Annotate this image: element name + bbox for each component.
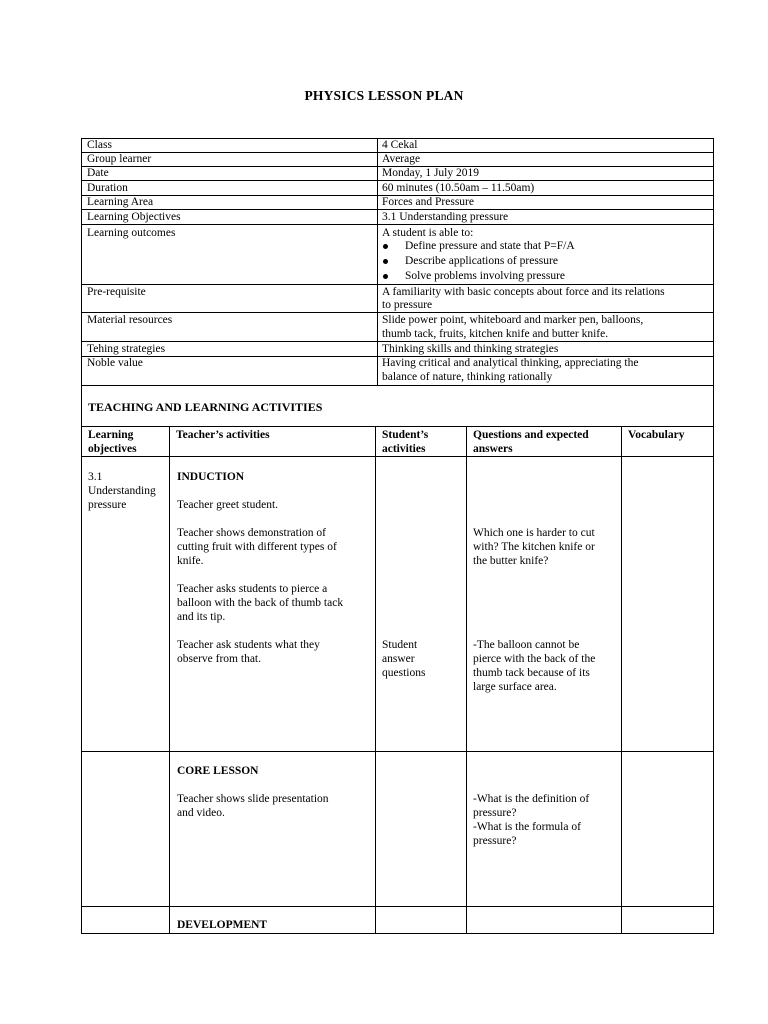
teacher-activity: knife. bbox=[177, 555, 204, 567]
row-objective: Understanding bbox=[88, 485, 156, 497]
date-label: Date bbox=[87, 167, 109, 179]
learning-area-label: Learning Area bbox=[87, 196, 154, 208]
teaching-strategies-value: Thinking skills and thinking strategies bbox=[382, 343, 559, 355]
bullet-icon bbox=[383, 244, 388, 249]
header-questions-answers: Questions and expected bbox=[473, 429, 589, 441]
header-teacher-activities: Teacher’s activities bbox=[176, 429, 270, 441]
header-vocabulary: Vocabulary bbox=[628, 429, 685, 441]
student-activity: questions bbox=[382, 667, 426, 679]
header-learning-objectives: objectives bbox=[88, 443, 137, 455]
teacher-activity: and video. bbox=[177, 807, 225, 819]
question-text: with? The kitchen knife or bbox=[473, 541, 595, 553]
bullet-icon bbox=[383, 274, 388, 279]
duration-value: 60 minutes (10.50am – 11.50am) bbox=[382, 182, 535, 194]
prerequisite-line: to pressure bbox=[382, 299, 433, 311]
question-text: pressure? bbox=[473, 835, 517, 847]
row-objective: 3.1 bbox=[88, 471, 103, 483]
answer-text: large surface area. bbox=[473, 681, 557, 693]
page-title: PHYSICS LESSON PLAN bbox=[304, 88, 464, 103]
material-resources-label: Material resources bbox=[87, 314, 173, 326]
group-value: Average bbox=[382, 153, 421, 165]
learning-objectives-value: 3.1 Understanding pressure bbox=[382, 211, 509, 223]
question-text: pressure? bbox=[473, 807, 517, 819]
outcome-item: Describe applications of pressure bbox=[405, 255, 558, 267]
outcome-item: Define pressure and state that P=F/A bbox=[405, 240, 575, 252]
header-student-activities: Student’s bbox=[382, 429, 429, 441]
development-heading: DEVELOPMENT bbox=[177, 919, 268, 931]
noble-value-label: Noble value bbox=[87, 357, 143, 369]
teacher-activity: balloon with the back of thumb tack bbox=[177, 597, 344, 609]
prerequisite-label: Pre-requisite bbox=[87, 286, 146, 298]
teacher-activity: observe from that. bbox=[177, 653, 261, 665]
duration-label: Duration bbox=[87, 182, 128, 194]
teaching-strategies-label: Tehing strategies bbox=[87, 343, 166, 355]
teacher-activity: Teacher ask students what they bbox=[177, 639, 320, 651]
bullet-icon bbox=[383, 259, 388, 264]
answer-text: -The balloon cannot be bbox=[473, 639, 580, 651]
teacher-activity: Teacher asks students to pierce a bbox=[177, 583, 328, 595]
header-questions-answers: answers bbox=[473, 443, 513, 455]
learning-outcomes-label: Learning outcomes bbox=[87, 227, 176, 239]
learning-area-value: Forces and Pressure bbox=[382, 196, 474, 208]
noble-value-line: balance of nature, thinking rationally bbox=[382, 371, 553, 383]
core-lesson-heading: CORE LESSON bbox=[177, 765, 259, 777]
teacher-activity: Teacher greet student. bbox=[177, 499, 279, 511]
row-objective: pressure bbox=[88, 499, 127, 511]
student-activity: answer bbox=[382, 653, 415, 665]
answer-text: thumb tack because of its bbox=[473, 667, 590, 679]
noble-value-line: Having critical and analytical thinking, appreciating the bbox=[382, 357, 639, 369]
outcome-item: Solve problems involving pressure bbox=[405, 270, 566, 282]
header-student-activities: activities bbox=[382, 443, 426, 455]
learning-outcomes-intro: A student is able to: bbox=[382, 227, 474, 239]
question-text: -What is the definition of bbox=[473, 793, 590, 805]
induction-heading: INDUCTION bbox=[177, 471, 245, 483]
header-learning-objectives: Learning bbox=[88, 429, 134, 441]
section-title: TEACHING AND LEARNING ACTIVITIES bbox=[88, 400, 323, 414]
question-text: Which one is harder to cut bbox=[473, 527, 595, 539]
question-text: the butter knife? bbox=[473, 555, 549, 567]
class-label: Class bbox=[87, 139, 112, 151]
group-label: Group learner bbox=[87, 153, 152, 165]
student-activity: Student bbox=[382, 639, 418, 651]
teacher-activity: Teacher shows slide presentation bbox=[177, 793, 329, 805]
teacher-activity: cutting fruit with different types of bbox=[177, 541, 337, 553]
class-value: 4 Cekal bbox=[382, 139, 418, 151]
learning-objectives-label: Learning Objectives bbox=[87, 211, 181, 223]
material-resources-line: thumb tack, fruits, kitchen knife and butter knife. bbox=[382, 328, 609, 340]
teacher-activity: Teacher shows demonstration of bbox=[177, 527, 326, 539]
prerequisite-line: A familiarity with basic concepts about force and its relations bbox=[382, 286, 665, 298]
answer-text: pierce with the back of the bbox=[473, 653, 596, 665]
material-resources-line: Slide power point, whiteboard and marker pen, balloons, bbox=[382, 314, 644, 326]
date-value: Monday, 1 July 2019 bbox=[382, 167, 480, 179]
teacher-activity: and its tip. bbox=[177, 611, 226, 623]
question-text: -What is the formula of bbox=[473, 821, 581, 833]
